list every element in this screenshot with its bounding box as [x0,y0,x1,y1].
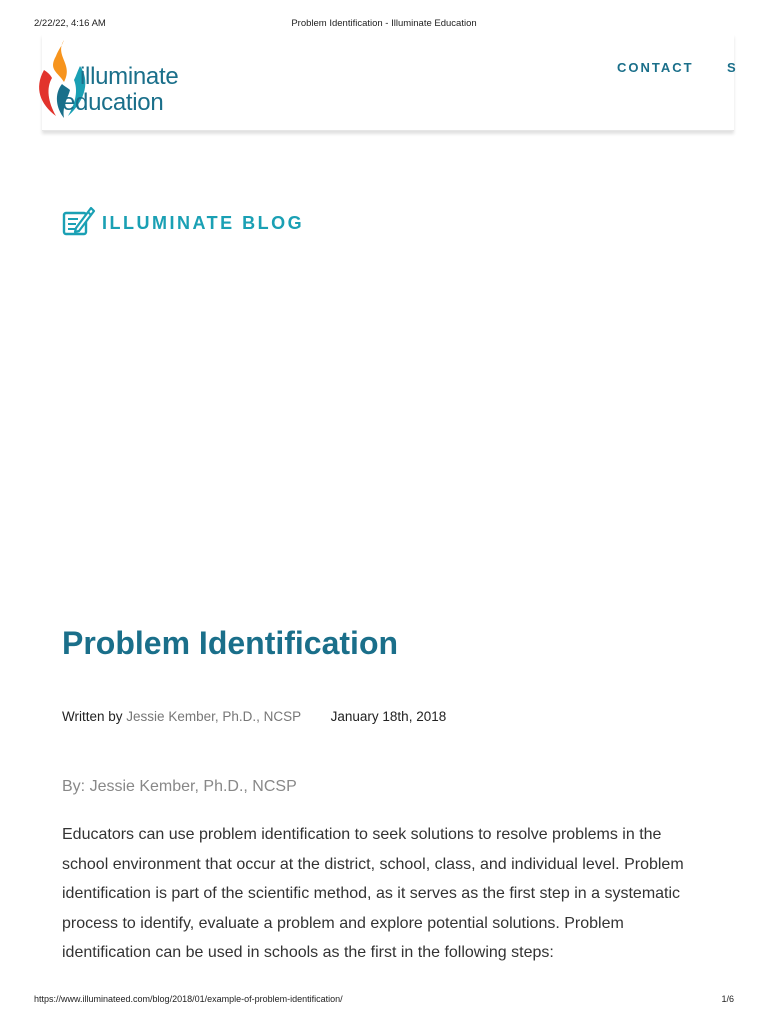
logo-wordmark [62,63,179,116]
site-header [42,34,738,131]
written-by-label: Written by [62,709,123,724]
article-paragraph: Educators can use problem identification to seek solutions to resolve problems in the school environment that occur at the district, school, class, and individual level. Problem identification is part of the scientific method, as it serves as the first step in a systematic process to identify, evaluate a problem and explore potential solutions. Problem identification can be used in schools as the first in the following steps: [62,826,684,962]
nav-partial-link[interactable]: S [727,60,738,75]
logo-line-2: education [62,89,164,116]
print-datetime: 2/22/22, 4:16 AM [34,18,106,29]
nav-contact-link[interactable]: CONTACT [617,60,694,75]
edit-notepad-icon [62,204,96,238]
blog-label-text: ILLUMINATE BLOG [102,213,305,233]
illuminate-education-logo[interactable] [34,36,214,122]
article-byline: By: Jessie Kember, Ph.D., NCSP [62,778,297,795]
print-page-number: 1/6 [721,994,734,1004]
logo-line-1: illuminate [80,63,179,90]
print-url: https://www.illuminateed.com/blog/2018/01/example-of-problem-identification/ [34,994,343,1004]
publish-date: January 18th, 2018 [330,709,447,724]
print-document-title: Problem Identification - Illuminate Education [291,18,477,29]
article-title: Problem Identification [62,625,399,661]
author-link[interactable]: Jessie Kember, Ph.D., NCSP [126,709,301,724]
article-meta [62,709,446,724]
